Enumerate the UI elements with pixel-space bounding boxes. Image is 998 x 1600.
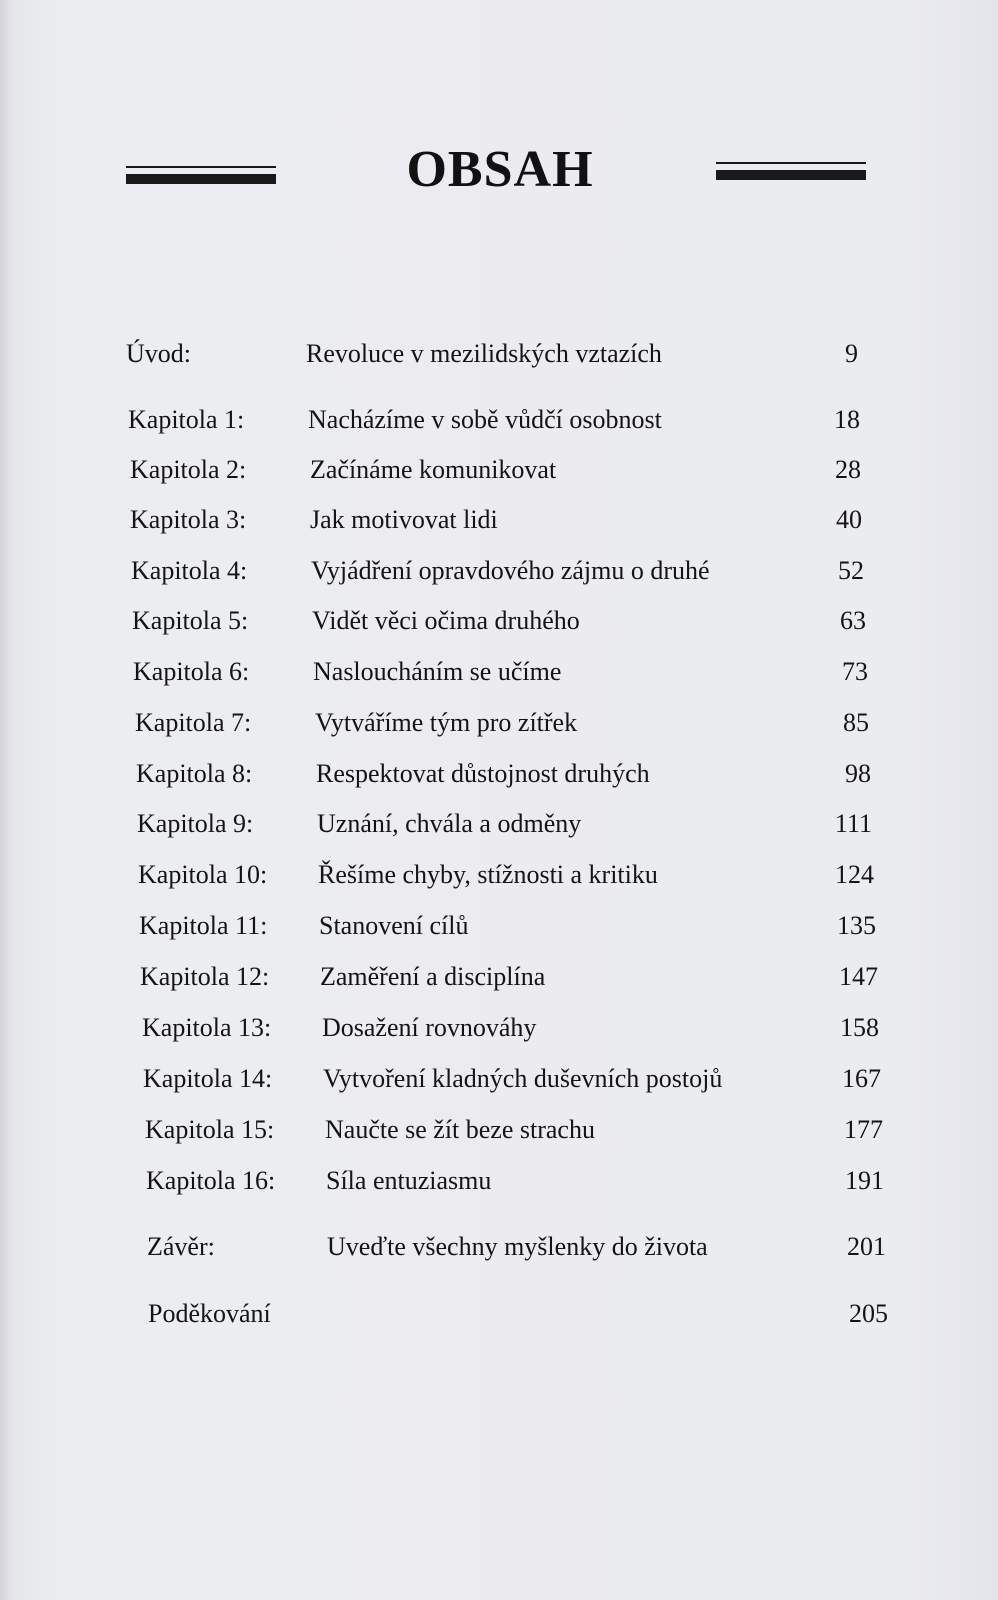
toc-entry-page-number: 111 — [834, 809, 872, 838]
toc-entry-title: Začínáme komunikovat — [310, 455, 557, 484]
toc-entry-page-number: 167 — [842, 1064, 881, 1093]
toc-entry-title: Vidět věci očima druhého — [312, 606, 580, 635]
toc-entry-page-number: 85 — [843, 708, 869, 737]
toc-entry-page-number: 28 — [835, 455, 861, 484]
toc-entry-label: Kapitola 14: — [143, 1064, 273, 1093]
toc-entry-label: Kapitola 8: — [136, 759, 253, 788]
toc-entry-title: Vytváříme tým pro zítřek — [315, 708, 578, 737]
toc-entry — [130, 502, 862, 538]
toc-entry-title: Síla entuziasmu — [326, 1166, 492, 1195]
toc-entry — [145, 1112, 883, 1148]
toc-entry-page-number: 177 — [844, 1115, 883, 1144]
toc-entry-page-number: 73 — [842, 657, 868, 686]
toc-entry-page-number: 205 — [849, 1299, 888, 1328]
toc-entry-title: Zaměření a disciplína — [320, 962, 546, 991]
toc-entry-page-number: 158 — [840, 1013, 879, 1042]
toc-entry — [137, 806, 872, 842]
toc-entry — [139, 908, 876, 944]
toc-entry-page-number: 63 — [840, 606, 866, 635]
toc-entry-label: Kapitola 1: — [128, 405, 245, 434]
toc-entry — [130, 452, 861, 488]
toc-entry-label: Poděkování — [148, 1299, 271, 1328]
toc-entry-label: Kapitola 7: — [135, 708, 252, 737]
toc-entry-label: Kapitola 10: — [138, 860, 268, 889]
toc-entry — [146, 1163, 884, 1199]
toc-entry-label: Kapitola 4: — [131, 556, 248, 585]
toc-entry-label: Kapitola 9: — [137, 809, 254, 838]
toc-entry-title: Uznání, chvála a odměny — [317, 809, 582, 838]
toc-entry — [133, 654, 868, 690]
toc-entry-page-number: 124 — [835, 860, 874, 889]
toc-entry — [132, 603, 866, 639]
toc-entry-page-number: 9 — [845, 339, 858, 368]
toc-entry-title: Naučte se žít beze strachu — [325, 1115, 595, 1144]
toc-entry — [143, 1061, 881, 1097]
toc-entry-page-number: 147 — [839, 962, 878, 991]
toc-entry-title: Stanovení cílů — [319, 911, 469, 940]
toc-entry — [147, 1229, 886, 1265]
page-title: OBSAH — [406, 141, 594, 198]
toc-entry-label: Úvod: — [126, 339, 191, 368]
toc-entry-label: Kapitola 15: — [145, 1115, 275, 1144]
toc-entry-title: Respektovat důstojnost druhých — [316, 759, 650, 788]
toc-entry-title: Revoluce v mezilidských vztazích — [306, 339, 662, 368]
toc-entry — [135, 705, 869, 741]
toc-entry-page-number: 52 — [838, 556, 864, 585]
toc-entry-page-number: 18 — [834, 405, 860, 434]
toc-entry-page-number: 40 — [836, 505, 862, 534]
toc-entry-title: Nasloucháním se učíme — [313, 657, 562, 686]
toc-entry — [148, 1296, 888, 1332]
toc-entry-title: Řešíme chyby, stížnosti a kritiku — [318, 860, 658, 889]
toc-entry-label: Kapitola 13: — [142, 1013, 272, 1042]
toc-entry — [136, 756, 871, 792]
toc-entry-label: Kapitola 16: — [146, 1166, 276, 1195]
toc-entry-title: Vyjádření opravdového zájmu o druhé — [311, 556, 710, 585]
toc-entry-title: Nacházíme v sobě vůdčí osobnost — [308, 405, 662, 434]
toc-entry — [128, 402, 860, 438]
toc-entry-page-number: 98 — [845, 759, 871, 788]
toc-entry — [126, 336, 858, 372]
toc-entry-label: Závěr: — [147, 1232, 215, 1261]
toc-entry-page-number: 201 — [847, 1232, 886, 1261]
toc-entry — [138, 857, 874, 893]
toc-entry-label: Kapitola 5: — [132, 606, 249, 635]
toc-entry — [131, 553, 864, 589]
toc-entry-label: Kapitola 11: — [139, 911, 268, 940]
toc-entry-title: Jak motivovat lidi — [310, 505, 498, 534]
toc-entry-title: Uveďte všechny myšlenky do života — [327, 1232, 708, 1261]
toc-entry-title: Vytvoření kladných duševních postojů — [323, 1064, 723, 1093]
toc-entry-title: Dosažení rovnováhy — [322, 1013, 537, 1042]
toc-entry-page-number: 135 — [837, 911, 876, 940]
toc-entry — [142, 1010, 879, 1046]
toc-entry-label: Kapitola 12: — [140, 962, 270, 991]
toc-entry-label: Kapitola 2: — [130, 455, 247, 484]
toc-entry-label: Kapitola 6: — [133, 657, 250, 686]
toc-entry-label: Kapitola 3: — [130, 505, 247, 534]
toc-entry — [140, 959, 878, 995]
toc-entry-page-number: 191 — [845, 1166, 884, 1195]
